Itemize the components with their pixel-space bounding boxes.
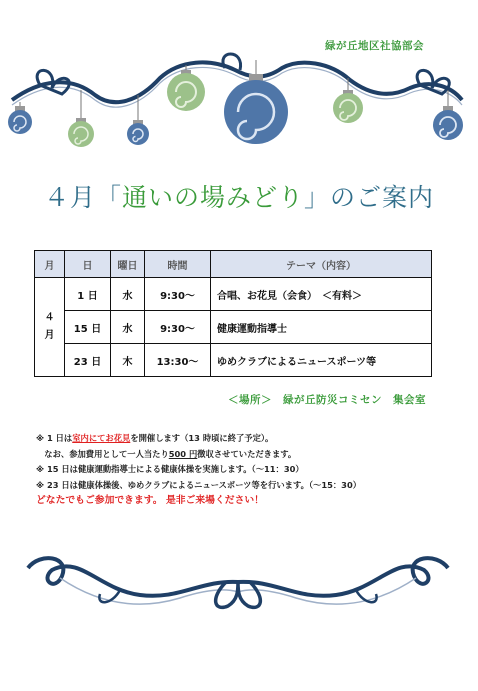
title-prefix: ４月「 <box>43 183 122 212</box>
day-cell: 1 日 <box>65 278 111 311</box>
theme-cell: ゆめクラブによるニュースポーツ等 <box>211 344 432 377</box>
ornament-green-right <box>333 90 363 123</box>
note-4: ※ 23 日は健康体操後、ゆめクラブによるニュースポーツ等を行います。（〜15：30） <box>36 479 362 490</box>
ornament-blue-small-left <box>8 106 32 134</box>
ornament-green-left <box>68 118 94 147</box>
ornament-blue-mid-left <box>127 120 149 145</box>
note-1 <box>36 431 361 447</box>
header-month: 月 <box>35 251 65 278</box>
venue-label: ＜場所＞ 緑が丘防災コミセン 集会室 <box>228 394 426 406</box>
weekday-cell: 水 <box>111 278 145 311</box>
time-cell: 13:30〜 <box>145 344 211 377</box>
table-row <box>35 344 432 377</box>
note-1-tail: を開催します（13 時頃に終了予定）。 <box>130 433 274 443</box>
month-cell <box>35 278 65 377</box>
call-to-action: どなたでもご参加できます。 是非ご来場ください！ <box>36 495 264 506</box>
ornament-green-top <box>167 70 205 111</box>
top-ornament-decoration <box>0 40 478 160</box>
title-suffix: 」のご案内 <box>304 183 435 212</box>
table-row <box>35 311 432 344</box>
bottom-ribbon-decoration <box>0 550 478 630</box>
page-title <box>0 178 478 214</box>
header-theme: テーマ（内容） <box>211 251 432 278</box>
note-3: ※ 15 日は健康運動指導士による健康体操を実施します。（〜11：30） <box>36 464 304 474</box>
header-weekday: 曜日 <box>111 251 145 278</box>
title-highlight: 通いの場みどり <box>121 183 304 212</box>
ornament-blue-large <box>224 74 288 144</box>
time-cell: 9:30〜 <box>145 278 211 311</box>
theme-cell: 合唱、お花見（会食） ＜有料＞ <box>211 278 432 311</box>
schedule-table <box>34 250 432 377</box>
ornament-blue-right <box>433 106 463 140</box>
note-2 <box>36 447 361 463</box>
time-cell: 9:30〜 <box>145 311 211 344</box>
organizer-label: 緑が丘地区社協部会 <box>325 40 424 52</box>
note-1-emphasis: 室内にてお花見 <box>72 433 131 443</box>
table-row <box>35 278 432 311</box>
note-1-text: ※ 1 日は <box>36 433 73 443</box>
note-2-text: なお、参加費用として一人当たり <box>36 448 169 459</box>
note-2-fee: 500 円 <box>168 448 198 459</box>
day-cell: 23 日 <box>65 344 111 377</box>
month-char: 月 <box>44 330 55 341</box>
notes-block <box>36 431 361 509</box>
day-cell: 15 日 <box>65 311 111 344</box>
table-header-row <box>35 251 432 278</box>
month-digit: ４ <box>44 312 55 323</box>
header-time: 時間 <box>145 251 211 278</box>
weekday-cell: 木 <box>111 344 145 377</box>
header-day: 日 <box>65 251 111 278</box>
weekday-cell: 水 <box>111 311 145 344</box>
note-2-tail: 徴収させていただきます。 <box>197 448 297 459</box>
theme-cell: 健康運動指導士 <box>211 311 432 344</box>
